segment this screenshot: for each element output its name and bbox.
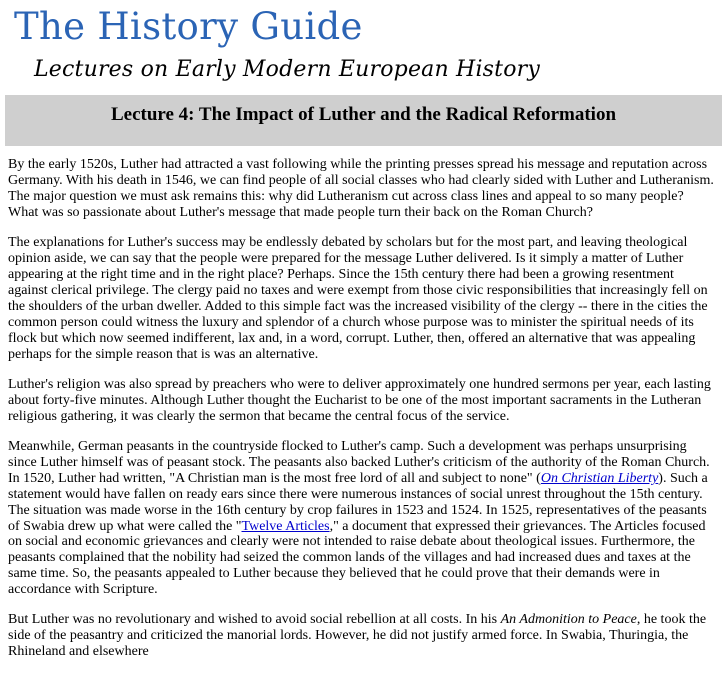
paragraph-3: Luther's religion was also spread by preachers who were to deliver approximately one hundred sermons per year, each lasting about forty-five minutes. Although Luther thought the Eucharist to be one of the most important sacraments in the Lutheran religious gathering, it was clearly the sermon that became the central focus of the service. (8, 377, 711, 424)
paragraph-5-text-2: , he took the side of the peasantry and criticized the manorial lords. However, he did not justify armed force. In Swabia, Thuringia, the Rhineland and elsewhere (8, 612, 707, 660)
paragraph-4-text-1: Meanwhile, German peasants in the countryside flocked to Luther's camp. Such a development was perhaps unsurprising since Luther himself was of peasant stock. The peasants also backed Luther's criticism of the authority of the Roman Church. In 1520, Luther had written, "A Christian man is the most free lord of all and subject to none" ( (8, 439, 710, 486)
site-subtitle: Lectures on Early Modern European History (34, 57, 541, 82)
admonition-to-peace-title: An Admonition to Peace (500, 612, 637, 628)
paragraph-5-text-1: But Luther was no revolutionary and wished to avoid social rebellion at all costs. In his (8, 612, 501, 628)
paragraph-1: By the early 1520s, Luther had attracted a vast following while the printing presses spread his message and reputation across Germany. With his death in 1546, we can find people of all social classes who had clearly sided with Luther and Lutheranism. The major question we must ask remains this: why did Lutheranism cut across class lines and appeal to so many people? What was so passionate about Luther's message that made people turn their back on the Roman Church? (8, 157, 714, 220)
twelve-articles-link[interactable]: Twelve Articles (241, 518, 330, 534)
paragraph-4-text-3: ," a document that expressed their grievances. The Articles focused on social and economic grievances and clearly were not intended to raise debate about theological issues. Furthermore, the peasants complained that the nobility had seized the common lands of the villages and had increased dues and taxes at the same time. So, the peasants appealed to Luther because they believed that he could prove that their demands were in accordance with Scripture. (8, 518, 706, 598)
lecture-body (8, 157, 716, 674)
paragraph-4 (8, 439, 716, 598)
paragraph-5 (8, 612, 716, 660)
site-logo: The History Guide (14, 5, 363, 48)
page-title: Lecture 4: The Impact of Luther and the Radical Reformation (110, 104, 617, 125)
paragraph-2: The explanations for Luther's success may be endlessly debated by scholars but for the most part, and leaving theological opinion aside, we can say that the people were prepared for the message Luther delivered. Is it simply a matter of Luther appearing at the right time and in the right place? Perhaps. Since the 15th century there had been a growing resentment against clerical privilege. The clergy paid no taxes and were exempt from those civic responsibilities that increasingly fell on the shoulders of the urban dweller. Added to this simple fact was the increased visibility of the clergy -- there in the cities the common person could witness the luxury and splendor of a church whose purpose was to minister the spiritual needs of its flock but which now seemed indifferent, lax and, in a word, corrupt. Luther, then, offered an alternative that was appealing perhaps for the simple reason that is was an alternative. (8, 235, 708, 362)
paragraph-4-text-2: ). Such a statement would have fallen on ready ears since there were numerous instances of social unrest throughout the 15th century. The situation was made worse in the 16th century by crop failures in 1523 and 1524. In 1525, representatives of the peasants of Swabia drew up what were called the " (8, 470, 708, 534)
on-christian-liberty-link[interactable]: On Christian Liberty (540, 470, 659, 486)
